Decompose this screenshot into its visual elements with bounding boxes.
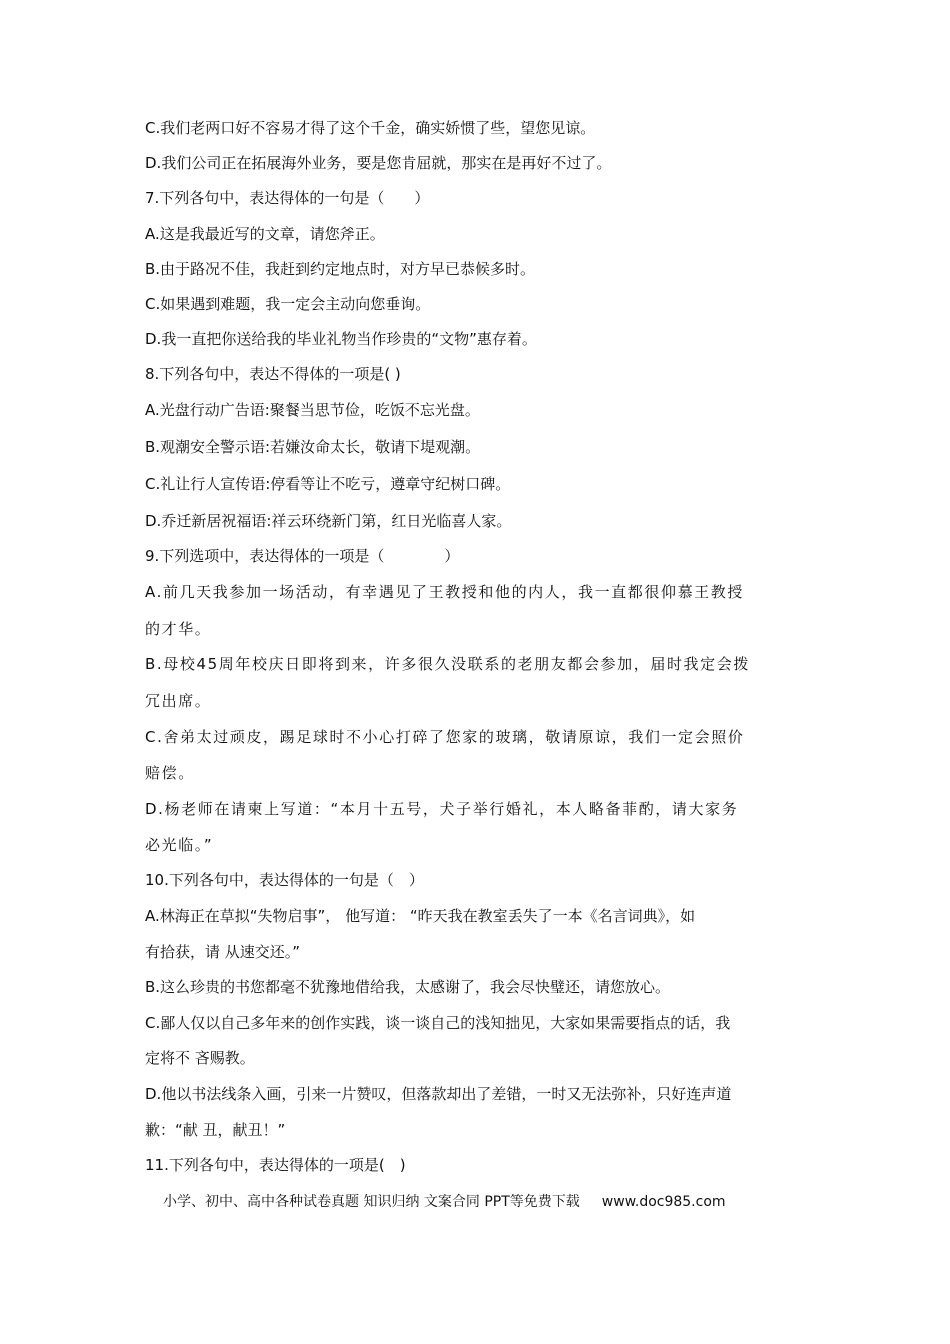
text-line: A.这是我最近写的文章，请您斧正。 bbox=[145, 225, 385, 243]
text-line: B.母校45周年校庆日即将到来，许多很久没联系的老朋友都会参加，届时我定会拨 bbox=[145, 655, 750, 673]
text-line: B.这么珍贵的书您都毫不犹豫地借给我，太感谢了，我会尽快璧还，请您放心。 bbox=[145, 978, 671, 996]
text-line: A.光盘行动广告语:聚餐当思节俭，吃饭不忘光盘。 bbox=[145, 401, 480, 419]
text-line: A.林海正在草拟“失物启事”， 他写道： “昨天我在教室丢失了一本《名言词典》，如 bbox=[145, 907, 696, 925]
question-10-stem: 10.下列各句中，表达得体的一句是（ ） bbox=[145, 871, 424, 889]
text-line: C.礼让行人宣传语:停看等让不吃亏，遵章守纪树口碑。 bbox=[145, 475, 511, 493]
text-line: 的才华。 bbox=[145, 620, 212, 638]
text-line: C.鄙人仅以自己多年来的创作实践，谈一谈自己的浅知拙见，大家如果需要指点的话，我 bbox=[145, 1014, 731, 1032]
question-7-stem: 7.下列各句中，表达得体的一句是（ ） bbox=[145, 189, 430, 207]
text-line: B.观潮安全警示语:若嫌汝命太长，敬请下堤观潮。 bbox=[145, 438, 481, 456]
footer-url-link[interactable]: www.doc985.com bbox=[601, 1194, 726, 1210]
text-line: 必光临。” bbox=[145, 836, 214, 854]
footer-text: 小学、初中、高中各种试卷真题 知识归纳 文案合同 PPT等免费下载 bbox=[163, 1194, 580, 1210]
text-line: D.他以书法线条入画，引来一片赞叹，但落款却出了差错，一时又无法弥补，只好连声道 bbox=[145, 1085, 732, 1103]
text-line: 定将不 吝赐教。 bbox=[145, 1049, 255, 1067]
question-11-stem: 11.下列各句中，表达得体的一项是( ) bbox=[145, 1156, 406, 1174]
text-line: D.杨老师在请柬上写道：“本月十五号，犬子举行婚礼，本人略备菲酌，请大家务 bbox=[145, 800, 739, 818]
text-line: 冗出席。 bbox=[145, 692, 212, 710]
text-line: D.我们公司正在拓展海外业务，要是您肯屈就，那实在是再好不过了。 bbox=[145, 154, 612, 172]
text-line: 赔偿。 bbox=[145, 764, 195, 782]
question-9-stem: 9.下列选项中，表达得体的一项是（ ） bbox=[145, 547, 460, 565]
text-line: A.前几天我参加一场活动，有幸遇见了王教授和他的内人，我一直都很仰慕王教授 bbox=[145, 583, 744, 601]
text-line: C.我们老两口好不容易才得了这个千金，确实娇惯了些，望您见谅。 bbox=[145, 119, 596, 137]
text-line: D.乔迁新居祝福语:祥云环绕新门第，红日光临喜人家。 bbox=[145, 512, 512, 530]
question-8-stem: 8.下列各句中，表达不得体的一项是( ) bbox=[145, 365, 401, 383]
text-line: B.由于路况不佳，我赶到约定地点时，对方早已恭候多时。 bbox=[145, 260, 536, 278]
page-footer bbox=[163, 1192, 726, 1212]
text-line: C.舍弟太过顽皮，踢足球时不小心打碎了您家的玻璃，敬请原谅，我们一定会照价 bbox=[145, 728, 745, 746]
text-line: C.如果遇到难题，我一定会主动向您垂询。 bbox=[145, 295, 431, 313]
text-line: 歉：“献 丑，献丑！” bbox=[145, 1121, 286, 1139]
text-line: D.我一直把你送给我的毕业礼物当作珍贵的“文物”惠存着。 bbox=[145, 330, 537, 348]
text-line: 有拾获，请 从速交还。” bbox=[145, 943, 301, 961]
